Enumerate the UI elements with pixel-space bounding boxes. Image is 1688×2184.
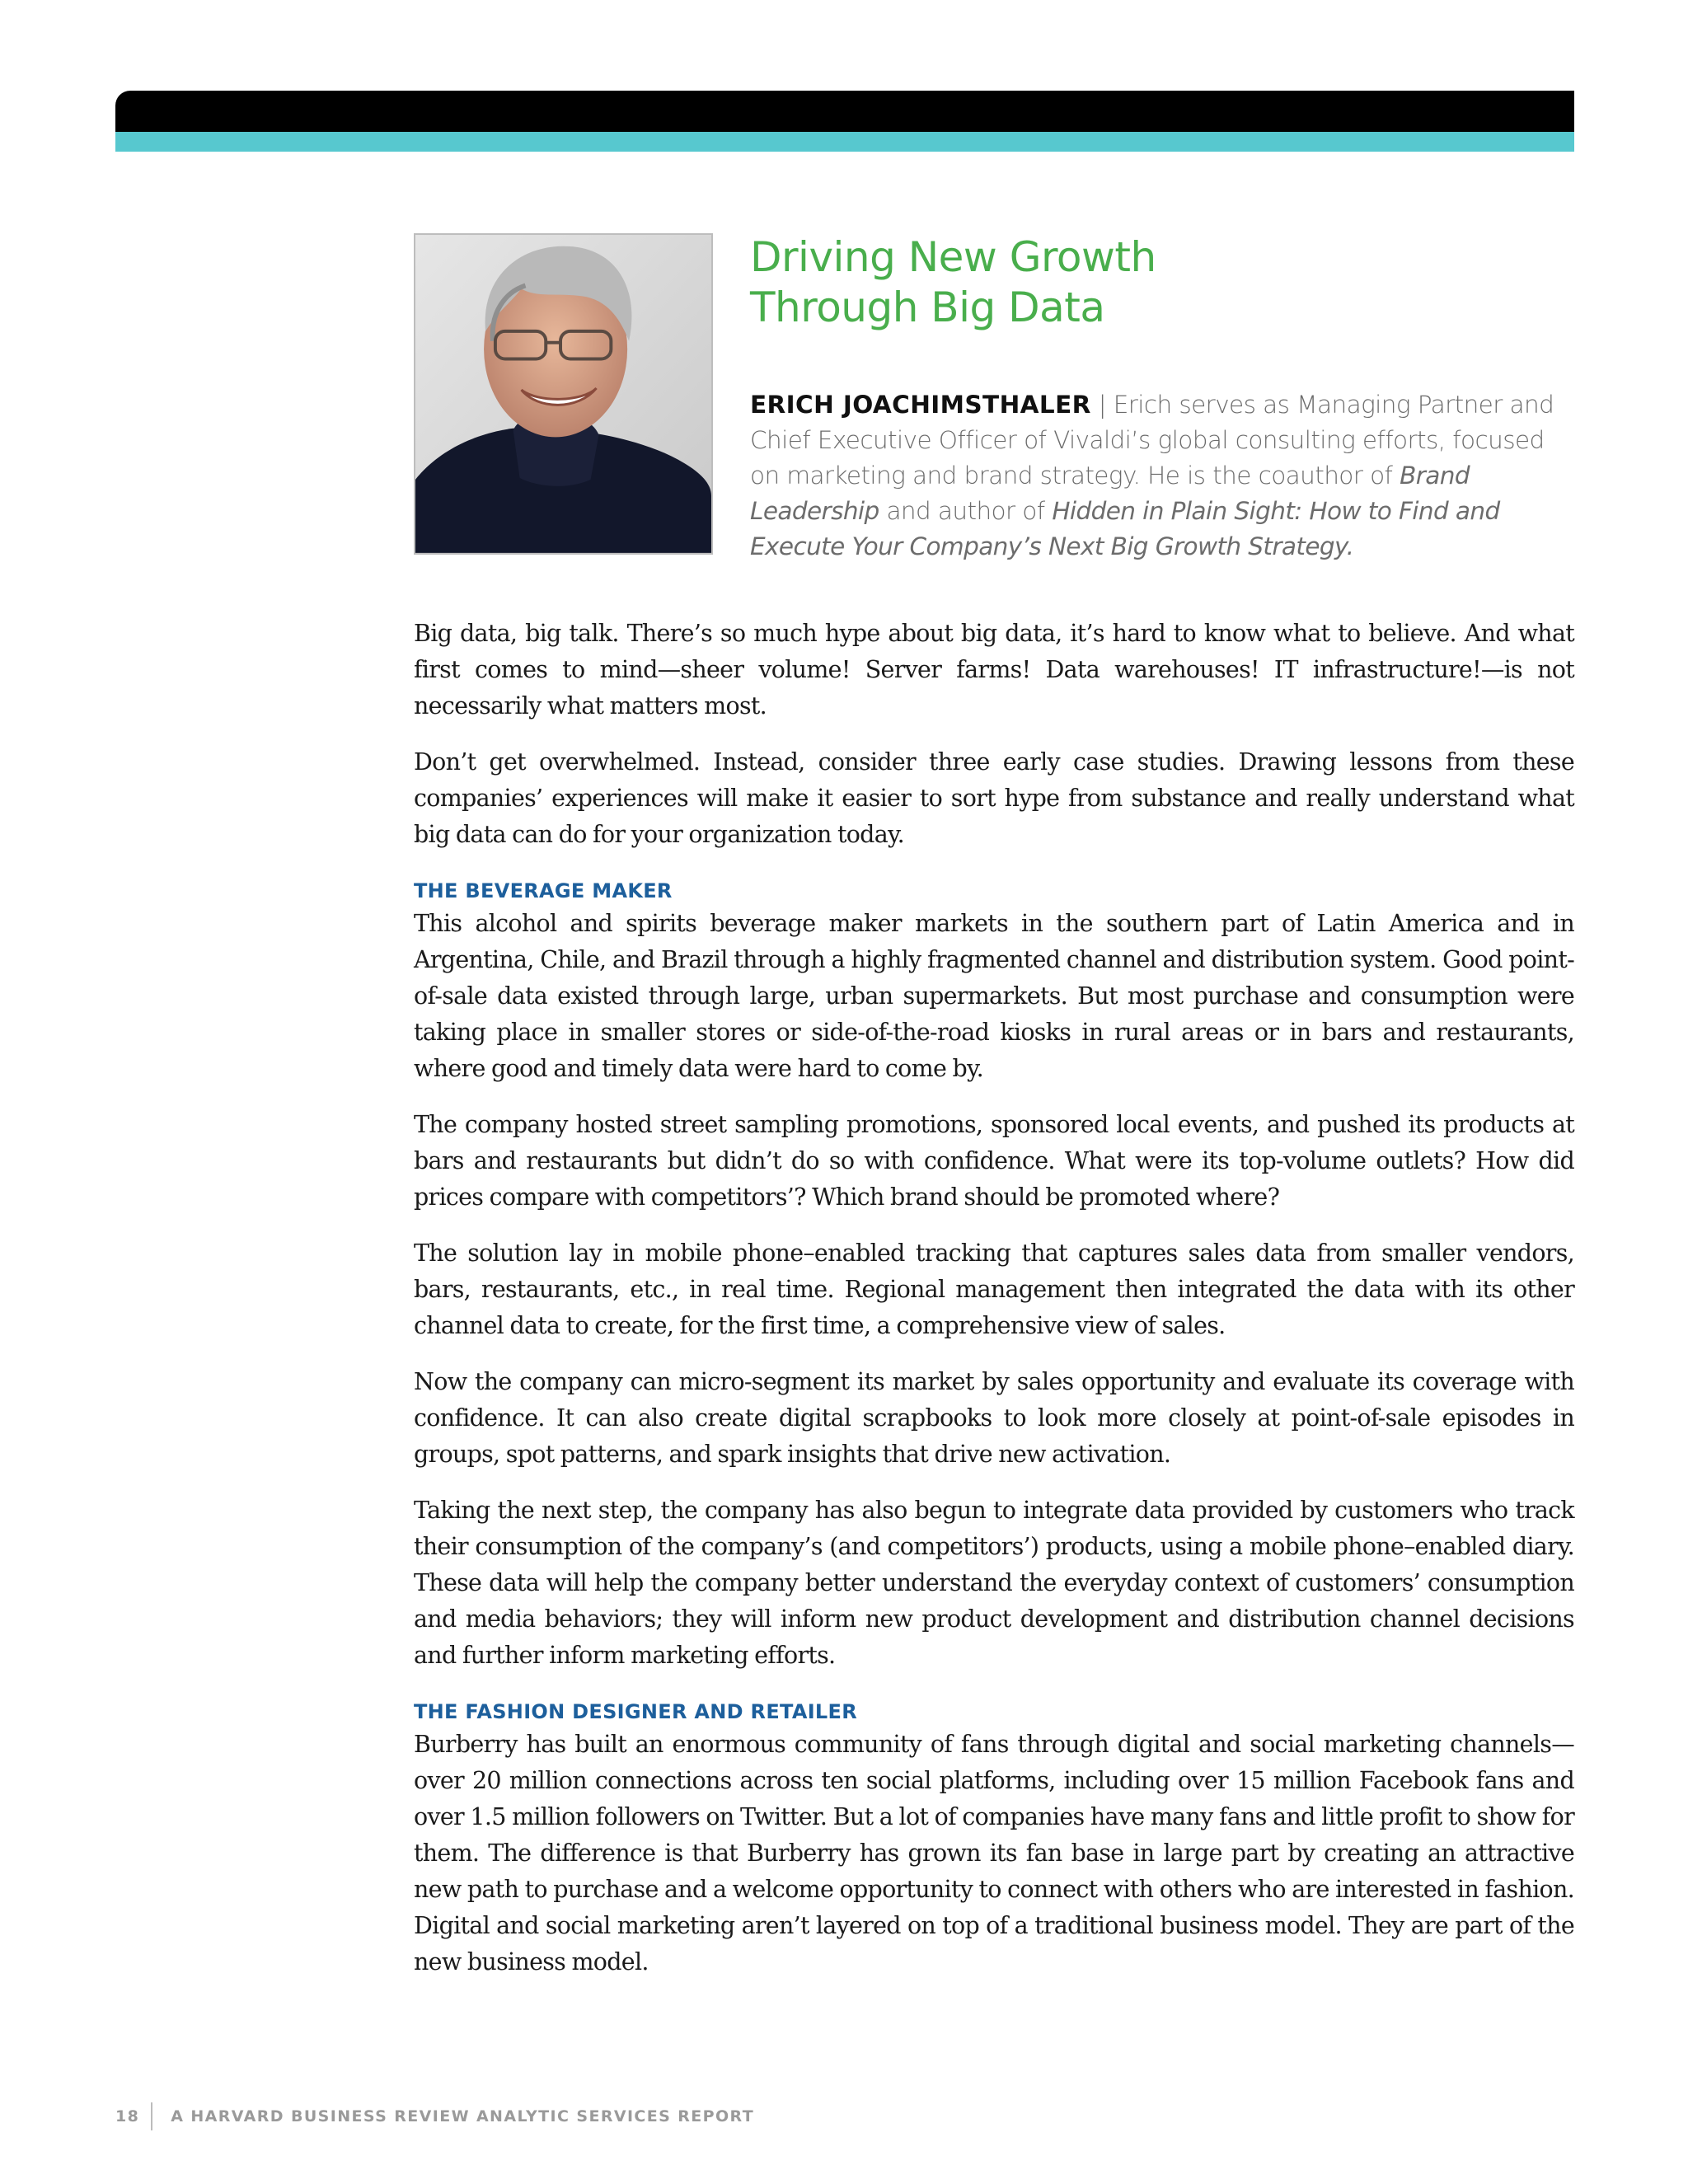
book-title-brand-leadership: Brand Leadership [750, 462, 1470, 525]
article-title [750, 232, 1574, 333]
paragraph-beverage-4: Now the company can micro-segment its market by sales opportunity and evaluate its coverage with confidence. It can also create digital scrapbooks to look more closely at point-of-sale episodes in groups, spot patterns, and spark insights that drive new activation. [414, 1368, 1574, 1468]
section-heading-beverage-maker: THE BEVERAGE MAKER [414, 879, 673, 902]
header-accent-stripe [115, 132, 1574, 152]
article-body [414, 616, 1574, 2000]
paragraph-fashion-1: Burberry has built an enormous community of fans through digital and social marketing channels—over 20 million connections across ten social platforms, including over 15 million Facebook fans and over 1.5 million followers on Twitter. But a lot of companies have many fans and little profit to show for them. The difference is that Burberry has grown its fan base in large part by creating an attractive new path to purchase and a welcome opportunity to connect with others who are interested in fashion. Digital and social marketing aren’t layered on top of a traditional business model. They are part of the new business model. [414, 1731, 1574, 1975]
bio-text-1: Erich serves as Managing Partner and Chief Executive Officer of Vivaldi’s global consulting efforts, focused on marketing and brand strategy. He is the coauthor of [750, 391, 1554, 490]
bio-separator: | [1098, 391, 1106, 419]
author-photo [414, 233, 713, 555]
page-number: 18 [115, 2107, 140, 2125]
header-band [115, 91, 1574, 132]
paragraph-beverage-3: The solution lay in mobile phone–enabled tracking that captures sales data from smaller vendors, bars, restaurants, etc., in real time. Regional management then integrated the data with its other channel data to create, for the first time, a comprehensive view of sales. [414, 1240, 1574, 1339]
bio-text-2: and author of [886, 497, 1045, 525]
paragraph-beverage-1: This alcohol and spirits beverage maker markets in the southern part of Latin America and in Argentina, Chile, and Brazil through a highly fragmented channel and distribution system. Good point-of-sale data existed through large, urban supermarkets. But most purchase and consumption were taking place in smaller stores or side-of-the-road kiosks in rural areas or in bars and restaurants, where good and timely data were hard to come by. [414, 910, 1574, 1082]
paragraph-beverage-2: The company hosted street sampling promotions, sponsored local events, and pushed its products at bars and restaurants but didn’t do so with confidence. What were its top-volume outlets? How did prices compare with competitors’? Which brand should be promoted where? [414, 1111, 1574, 1211]
paragraph-intro-1: Big data, big talk. There’s so much hype about big data, it’s hard to know what to believe. And what first comes to mind—sheer volume! Server farms! Data warehouses! IT infrastructure!—is not necessarily what matters most. [414, 620, 1574, 719]
section-heading-fashion-retailer: THE FASHION DESIGNER AND RETAILER [414, 1700, 858, 1723]
author-portrait-icon [415, 235, 711, 553]
author-name: ERICH JOACHIMSTHALER [750, 391, 1091, 419]
report-name: A HARVARD BUSINESS REVIEW ANALYTIC SERVICES REPORT [171, 2107, 755, 2125]
author-bio [750, 387, 1574, 565]
paragraph-beverage-5: Taking the next step, the company has also begun to integrate data provided by customers who track their consumption of the company’s (and competitors’) products, using a mobile phone–enabled diary. These data will help the company better understand the everyday context of customers’ consumption and media behaviors; they will inform new product development and distribution channel decisions and further inform marketing efforts. [414, 1497, 1574, 1669]
article-title-line-1: Driving New Growth [750, 233, 1156, 281]
page-footer [115, 2100, 754, 2133]
paragraph-intro-2: Don’t get overwhelmed. Instead, consider three early case studies. Drawing lessons from these companies’ experiences will make it easier to sort hype from substance and really understand what big data can do for your organization today. [414, 748, 1574, 848]
footer-divider [151, 2102, 152, 2130]
article-title-line-2: Through Big Data [750, 284, 1105, 331]
book-title-hidden-in-plain-sight: Hidden in Plain Sight: How to Find and Execute Your Company’s Next Big Growth Strategy. [750, 497, 1500, 560]
